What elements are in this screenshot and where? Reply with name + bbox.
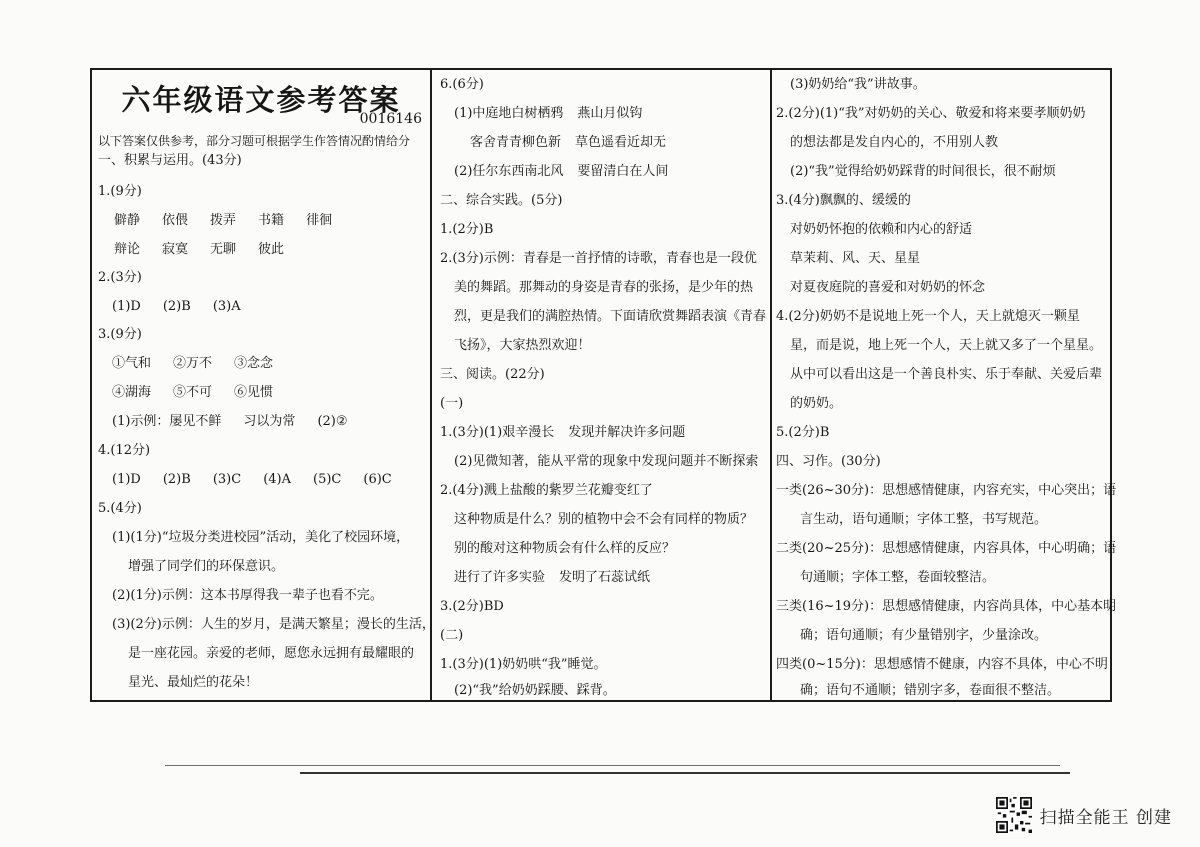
q3-row-3 <box>112 413 370 431</box>
story-4-line: 星，而是说，地上死一个人，天上就又多了一个星星。 <box>790 338 1103 353</box>
story-2-line: 2.(2分)(1)“我”对奶奶的关心、敬爱和将来要孝顺奶奶 <box>776 106 1086 121</box>
answer: 1.(3分)(1)艰辛漫长 <box>440 425 555 440</box>
answer: 进行了许多实验 <box>454 570 546 585</box>
column-1 <box>92 70 435 700</box>
q3-row-1 <box>112 355 295 373</box>
answer: (6)C <box>363 472 392 487</box>
reading-3: 3.(2分)BD <box>440 599 504 614</box>
divider-line <box>300 772 1070 774</box>
answer: (2)② <box>317 414 348 429</box>
story-3-line: 3.(4分)飘飘的、缓缓的 <box>776 193 911 208</box>
q1-words-row-2 <box>114 241 306 259</box>
page-title: 六年级语文参考答案 <box>121 83 401 117</box>
answer: (3)A <box>212 299 241 314</box>
practice-1: 1.(2分)B <box>440 222 494 237</box>
grade-line: 句通顺；字体工整，卷面较整洁。 <box>800 570 996 585</box>
q5-line: 增强了同学们的环保意识。 <box>128 559 285 574</box>
word: 寂寞 <box>162 242 189 257</box>
answer: (2)B <box>162 472 191 487</box>
q5-line: (3)(2分)示例：人生的岁月，是满天繁星；漫长的生活， <box>112 617 435 632</box>
word: 僻静 <box>114 213 141 228</box>
answer: ②万不 <box>173 356 213 371</box>
word: 拨弄 <box>210 213 237 228</box>
answer: ⑥见惯 <box>234 385 274 400</box>
word: 依偎 <box>162 213 189 228</box>
grade-line: 三类(16~19分)：思想感情健康，内容尚具体，中心基本明 <box>776 599 1117 614</box>
verse: 草色遥看近却无 <box>575 135 667 150</box>
reading-1-line: (2)见微知著，能从平常的现象中发现问题并不断探索 <box>454 454 759 469</box>
q2-answers <box>112 298 263 316</box>
answer: (1)D <box>112 472 141 487</box>
answer: 发明了石蕊试纸 <box>559 570 651 585</box>
q5-line: (2)(1分)示例：这本书厚得我一辈子也看不完。 <box>112 588 383 603</box>
story-1-line: (2)“我”给奶奶踩腰、踩背。 <box>454 683 616 698</box>
answer: (3)C <box>212 472 242 487</box>
q3-heading: 3.(9分) <box>98 327 142 342</box>
section-2-heading: 二、综合实践。(5分) <box>440 193 563 208</box>
story-1-line: 1.(3分)(1)奶奶哄“我”睡觉。 <box>440 657 607 672</box>
verse: 客舍青青柳色新 <box>470 135 562 150</box>
q5-line: 星光、最灿烂的花朵！ <box>128 675 259 690</box>
poem-line <box>454 163 668 181</box>
reading-part-2: (二) <box>440 628 464 643</box>
answer: ⑤不可 <box>173 385 213 400</box>
q5-heading: 5.(4分) <box>98 501 142 516</box>
word: 徘徊 <box>306 213 333 228</box>
reading-1-line <box>440 424 685 442</box>
story-4-line: 从中可以看出这是一个善良朴实、乐于奉献、关爱后辈 <box>790 367 1103 382</box>
verse: (2)任尔东西南北风 <box>454 164 564 179</box>
answer: (4)A <box>263 472 291 487</box>
q1-heading: 1.(9分) <box>98 184 142 199</box>
verse: 要留清白在人间 <box>577 164 669 179</box>
story-5: 5.(2分)B <box>776 425 830 440</box>
answer: ④湖海 <box>112 385 152 400</box>
q2-heading: 2.(3分) <box>98 270 142 285</box>
scanner-watermark <box>996 797 1172 833</box>
reading-2-line: 别的酸对这种物质会有什么样的反应？ <box>454 541 676 556</box>
story-3-line: 草茉莉、风、天、星星 <box>790 251 921 266</box>
q4-heading: 4.(12分) <box>98 443 151 458</box>
q5-line: 是一座花园。亲爱的老师，愿您永远拥有最耀眼的 <box>128 646 415 661</box>
practice-2-line: 2.(3分)示例：青春是一首抒情的诗歌，青春也是一段优 <box>440 251 757 266</box>
practice-2-line: 飞扬》，大家热烈欢迎！ <box>454 338 591 353</box>
answer: ③念念 <box>234 356 274 371</box>
answer-sheet <box>90 68 1117 702</box>
story-3-line: 对奶奶怀抱的依赖和内心的舒适 <box>790 222 973 237</box>
verse: (1)中庭地白树栖鸦 <box>454 106 564 121</box>
verse: 燕山月似钩 <box>577 106 643 121</box>
column-2 <box>432 70 772 700</box>
reading-2-line <box>454 569 650 587</box>
grade-line: 确；语句通顺；有少量错别字，少量涂改。 <box>800 628 1048 643</box>
story-2-line: 的想法都是发自内心的，不用别人教 <box>790 135 999 150</box>
section-4-heading: 四、习作。(30分) <box>776 454 881 469</box>
reading-2-line: 这种物质是什么？别的植物中会不会有同样的物质？ <box>454 512 754 527</box>
answer: (2)B <box>162 299 191 314</box>
q1-words-row-1 <box>114 212 354 230</box>
reading-2-line: 2.(4分)溅上盐酸的紫罗兰花瓣变红了 <box>440 483 653 498</box>
answer: 习以为常 <box>243 414 296 429</box>
qr-code-icon <box>996 797 1032 833</box>
grade-line: 确；语句不通顺；错别字多，卷面很不整洁。 <box>800 683 1061 698</box>
poem-line <box>470 134 666 152</box>
grade-line: 四类(0~15分)：思想感情不健康，内容不具体，中心不明 <box>776 657 1108 672</box>
answer: (1)D <box>112 299 141 314</box>
grade-line: 二类(20~25分)：思想感情健康，内容具体，中心明确；语 <box>776 541 1117 556</box>
document-code: 0016146 <box>359 111 422 127</box>
story-4-line: 4.(2分)奶奶不是说地上死一个人，天上就熄灭一颗星 <box>776 309 1080 324</box>
story-1-line: (3)奶奶给“我”讲故事。 <box>790 77 926 92</box>
grade-line: 一类(26~30分)：思想感情健康，内容充实，中心突出；语 <box>776 483 1117 498</box>
word: 彼此 <box>258 242 285 257</box>
grade-line: 言生动，语句通顺；字体工整，书写规范。 <box>800 512 1048 527</box>
word: 无聊 <box>210 242 237 257</box>
story-2-line: (2)“我”觉得给奶奶踩背的时间很长，很不耐烦 <box>790 164 1056 179</box>
divider-line <box>165 765 1060 766</box>
answer: (1)示例：屡见不鲜 <box>112 414 222 429</box>
poem-line <box>454 105 642 123</box>
story-4-line: 的奶奶。 <box>790 396 843 411</box>
q4-answers <box>112 471 414 489</box>
column-3 <box>772 70 1117 700</box>
intro-note: 以下答案仅供参考，部分习题可根据学生作答情况酌情给分 <box>98 134 411 148</box>
answer: (5)C <box>313 472 342 487</box>
answer: ①气和 <box>112 356 152 371</box>
story-3-line: 对夏夜庭院的喜爱和对奶奶的怀念 <box>790 280 986 295</box>
q5-line: (1)(1分)“垃圾分类进校园”活动，美化了校园环境， <box>112 530 410 545</box>
word: 书籍 <box>258 213 285 228</box>
practice-2-line: 烈，更是我们的满腔热情。下面请欣赏舞蹈表演《青春 <box>454 309 767 324</box>
section-1-heading: 一、积累与运用。(43分) <box>98 153 242 168</box>
q3-row-2 <box>112 384 295 402</box>
scanner-label: 扫描全能王 创建 <box>1039 807 1172 828</box>
section-3-heading: 三、阅读。(22分) <box>440 367 545 382</box>
reading-part-1: (一) <box>440 396 464 411</box>
practice-2-line: 美的舞蹈。那舞动的身姿是青春的张扬，是少年的热 <box>454 280 754 295</box>
q6-heading: 6.(6分) <box>440 77 484 92</box>
answer: 发现并解决许多问题 <box>568 425 686 440</box>
word: 辩论 <box>114 242 141 257</box>
